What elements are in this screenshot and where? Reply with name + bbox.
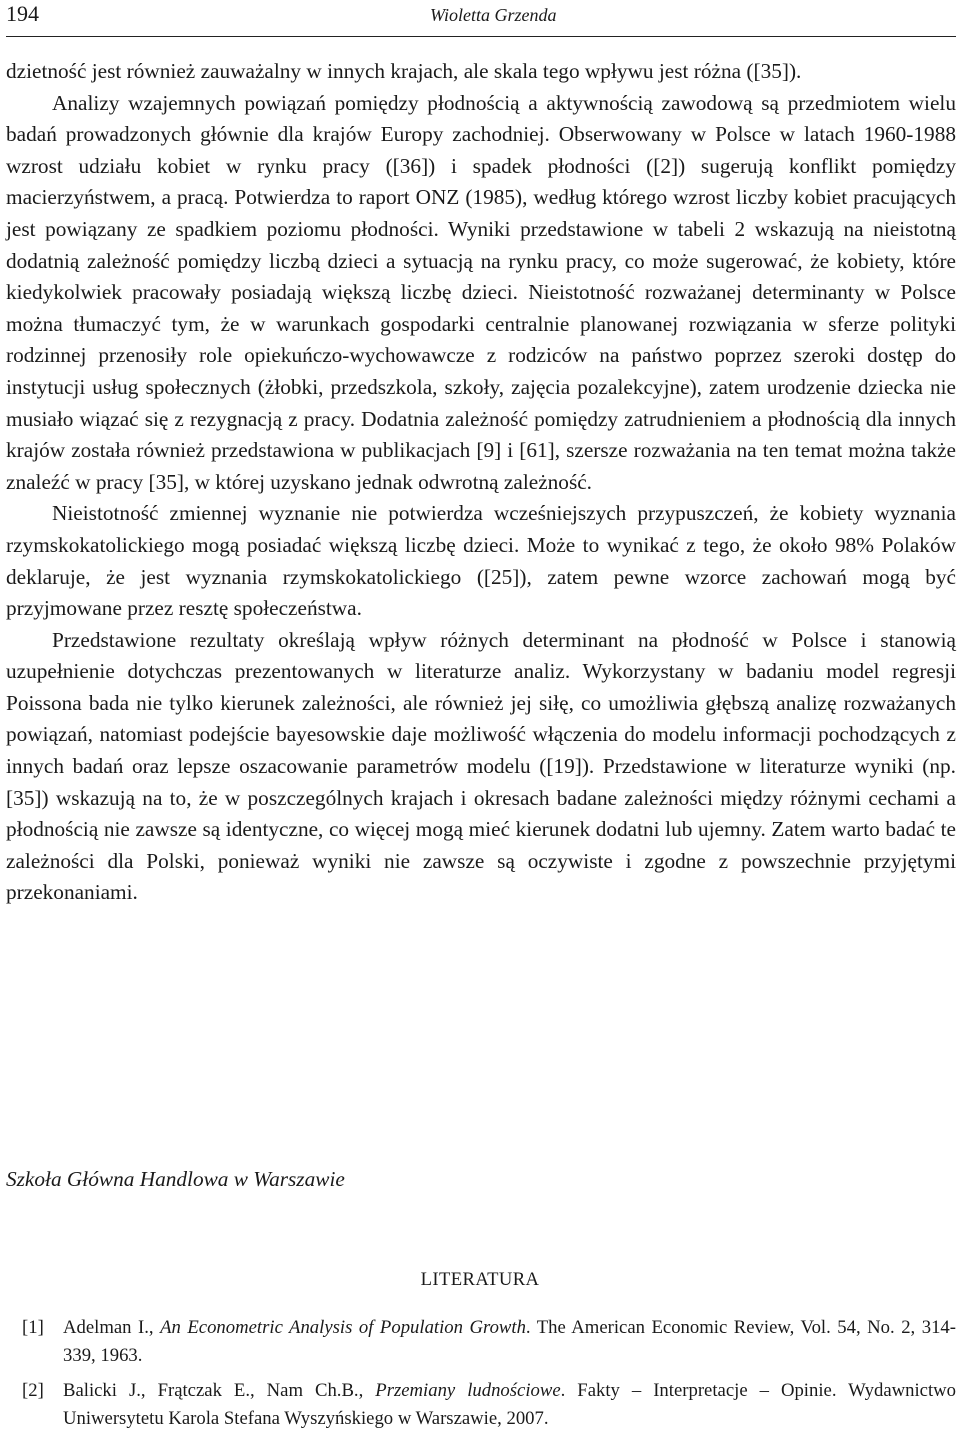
reference-list (22, 1314, 956, 1440)
reference-number: [1] (22, 1317, 44, 1338)
body-text (6, 56, 956, 909)
paragraph-employment-fertility: Analizy wzajemnych powiązań pomiędzy płodnością a aktywnością zawodową są przedmiotem wielu badań prowadzonych głównie dla krajów Europy zachodniej. Obserwowany w Polsce w latach 1960-1988 wzrost udziału kobiet w rynku pracy ([36]) i spadek płodności ([2]) sugerują konflikt pomiędzy macierzyństwem, a pracą. Potwierdza to raport ONZ (1985), według którego wzrost liczby kobiet pracujących jest powiązany ze spadkiem poziomu płodności. Wyniki przedstawione w tabeli 2 wskazują na nieistotną dodatnią zależność pomiędzy liczbą dzieci a sytuacją na rynku pracy, co może sugerować, że kobiety, które kiedykolwiek pracowały posiadają większą liczbę dzieci. Nieistotność rozważanej determinanty w Polsce można tłumaczyć tym, że w warunkach gospodarki centralnie planowanej rozwiązania w sferze polityki rodzinnej przenosiły role opiekuńczo-wychowawcze z rodziców na państwo poprzez szeroki dostęp do instytucji usług społecznych (żłobki, przedszkola, szkoły, zajęcia pozalekcyjne), zatem urodzenie dziecka nie musiało wiązać się z rezygnacją z pracy. Dodatnia zależność pomiędzy zatrudnieniem a płodnością dla innych krajów została również przedstawiona w publikacjach [9] i [61], szersze rozważania na ten temat można także znaleźć w pracy [35], w której uzyskano jednak odwrotną zależność. (6, 90, 956, 494)
author-affiliation: Szkoła Główna Handlowa w Warszawie (6, 1167, 345, 1191)
reference-number: [2] (22, 1380, 44, 1402)
paragraph-continuation: dzietność jest również zauważalny w innych krajach, ale skala tego wpływu jest różna ([35]). (6, 59, 802, 83)
reference-details: . Fakty – Interpretacje – Opinie. Wydawnictwo Uniwersytetu Karola Stefana Wyszyńskiego w Warszawie, 2007. (63, 1380, 956, 1429)
page-header (6, 0, 956, 37)
paragraph-conclusions: Przedstawione rezultaty określają wpływ różnych determinant na płodność w Polsce i stanowią uzupełnienie dotychczas prezentowanych w literaturze analiz. Wykorzystany w badaniu model regresji Poissona bada nie tylko kierunek zależności, ale również jej siłę, co umożliwia głębszą analizę rozważanych powiązań, natomiast podejście bayesowskie daje możliwość włączenia do modelu informacji pochodzących z innych badań oraz lepsze oszacowanie parametrów modelu ([19]). Przedstawione w literaturze wyniki (np. [35]) wskazują na to, że w poszczególnych krajach i okresach badane zależności między różnymi cechami a płodnością nie zawsze są identyczne, co więcej mogą mieć kierunek dodatni lub ujemny. Zatem warto badać te zależności dla Polski, ponieważ wyniki nie zawsze są oczywiste i zgodne z powszechnie przyjętymi przekonaniami. (6, 627, 956, 905)
paragraph-religion: Nieistotność zmiennej wyznanie nie potwierdza wcześniejszych przypuszczeń, że kobiety wyznania rzymskokatolickiego mogą posiadać większą liczbę dzieci. Może to wynikać z tego, że około 98% Polaków deklaruje, że jest wyznania rzymskokatolickiego ([25]), zatem pewne wzorce zachowań mogą być przyjmowane przez resztę społeczeństwa. (6, 501, 956, 621)
running-head-author: Wioletta Grzenda (430, 5, 557, 25)
reference-text (63, 1314, 956, 1369)
reference-item (22, 1314, 956, 1369)
reference-authors: Balicki J., Frątczak E., Nam Ch.B., (63, 1380, 376, 1402)
reference-authors: Adelman I., (63, 1317, 161, 1338)
reference-title: An Econometric Analysis of Population Growth (160, 1317, 526, 1338)
literature-heading: LITERATURA (420, 1269, 540, 1290)
reference-item (22, 1377, 956, 1432)
reference-title: Przemiany ludnościowe (375, 1380, 561, 1402)
reference-text (63, 1377, 956, 1432)
reference-details: . The American Economic Review, Vol. 54, No. 2, 314-339, 1963. (63, 1317, 956, 1366)
page-number: 194 (6, 1, 39, 26)
